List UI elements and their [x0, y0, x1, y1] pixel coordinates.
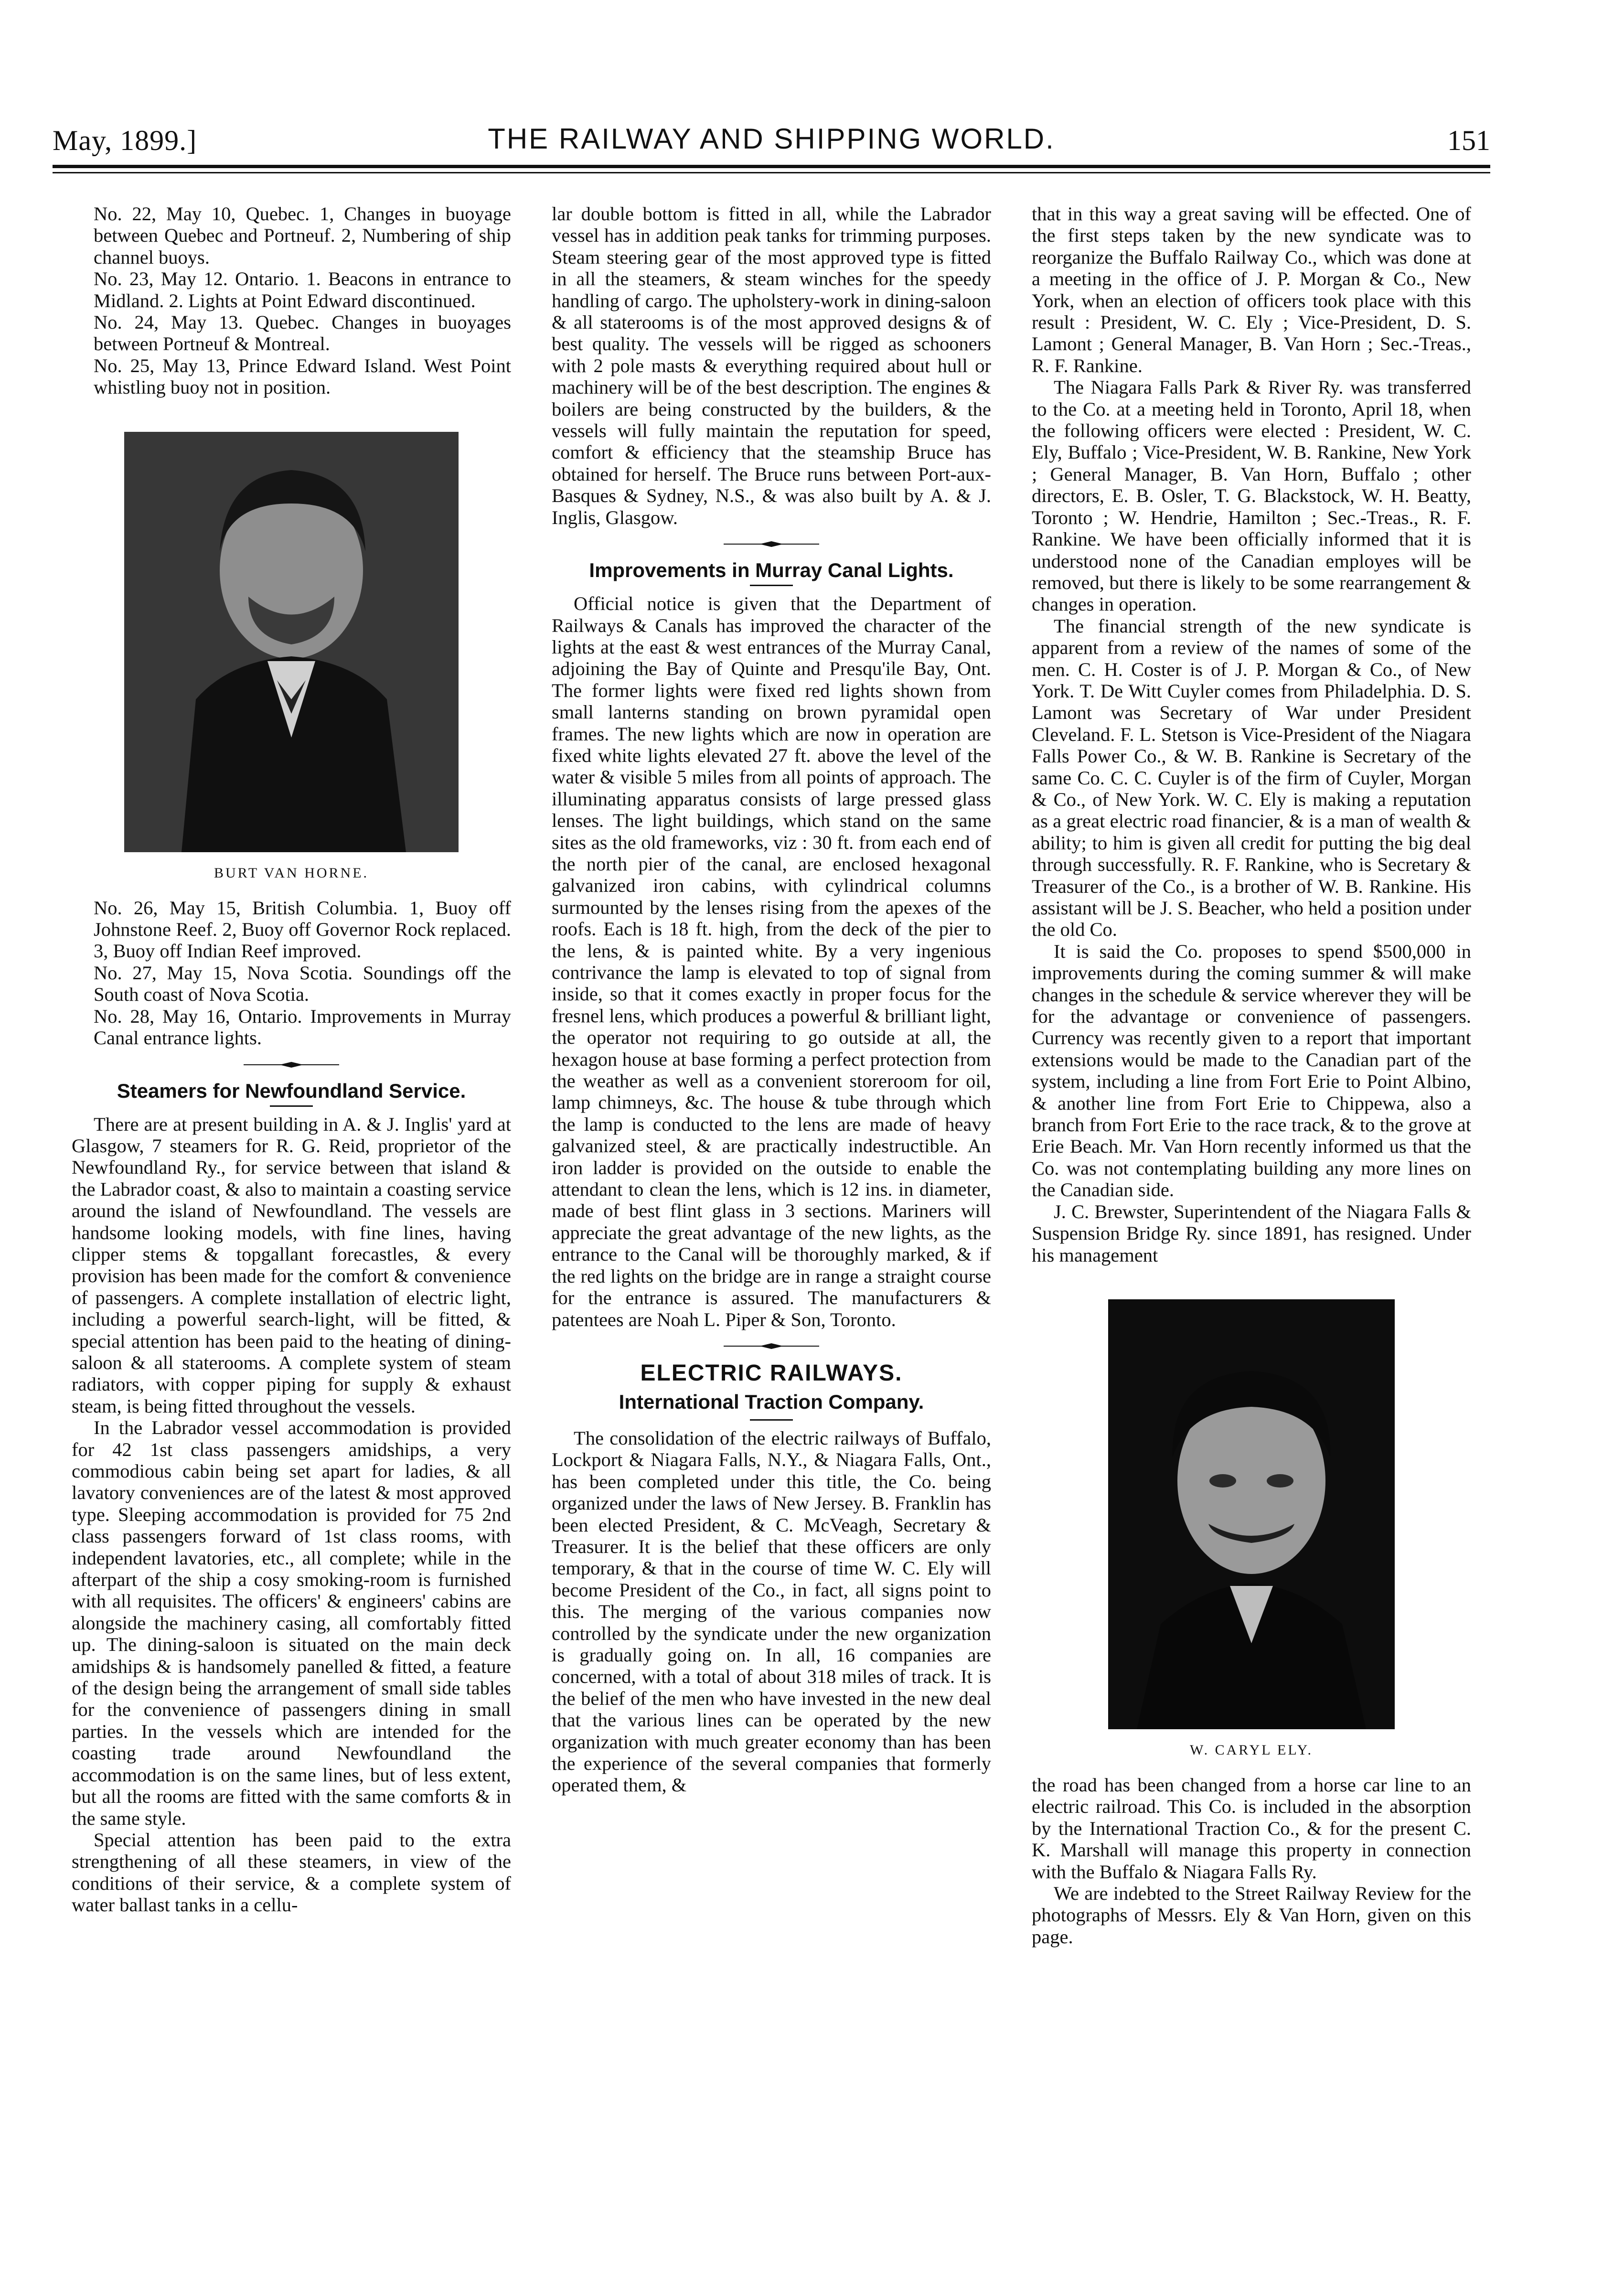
page-header	[53, 119, 1490, 162]
header-rule-thin	[53, 172, 1490, 173]
headline-rule	[270, 1105, 313, 1107]
section-divider	[552, 541, 991, 547]
photo-caption: BURT VAN HORNE.	[214, 865, 369, 881]
portrait-w-caryl-ely	[1108, 1299, 1395, 1729]
body-paragraph: In the Labrador vessel accommodation is provided for 42 1st class passengers amidships, a very commodious cabin being set apart for ladies, & all lavatory conveniences are of the latest & most approved type. Sleeping accommodation is provided for 75 2nd class passengers forward of 1st class rooms, with independent lavatories, etc., all complete; while in the afterpart of the ship a cosy smoking-room is furnished with all requisites. The officers' & engineers' cabins are alongside the machinery casing, all comfortably fitted up. The dining-saloon is situated on the main deck amidships & is handsomely panelled & fitted, a feature of the design being the arrangement of small side tables for the convenience of passengers dining in small parties. In the vessels which are intended for the coasting trade around Newfoundland the accommodation is on the same lines, but of less extent, but all the rooms are fitted with the same comforts & in the same style.	[72, 1417, 511, 1829]
headline-murray-canal: Improvements in Murray Canal Lights.	[589, 559, 954, 582]
page-number: 151	[1447, 125, 1490, 156]
body-paragraph: We are indebted to the Street Railway Review for the photographs of Messrs. Ely & Van Horn, given on this page.	[1032, 1882, 1471, 1948]
section-divider	[72, 1061, 511, 1068]
body-paragraph: lar double bottom is fitted in all, while the Labrador vessel has in addition peak tanks for trimming purposes. Steam steering gear of the most approved type is fitted in all the steamers, & steam winches for the speedy handling of cargo. The upholstery-work in dining-saloon & all staterooms is of the most approved designs & of best quality. The vessels will be rigged as schooners with 2 pole masts & everything required about hull or machinery will be of the best description. The engines & boilers are being constructed by the builders, & the vessels will fully maintain the reputation for speed, comfort & efficiency that the steamship Bruce has obtained for herself. The Bruce runs between Port-aux-Basques & Sydney, N.S., & was also built by A. & J. Inglis, Glasgow.	[552, 203, 991, 528]
body-paragraph: The Niagara Falls Park & River Ry. was transferred to the Co. at a meeting held in Toronto, April 18, when the following officers were elected : President, W. C. Ely, Buffalo ; Vice-President, W. B. Rankine, New York ; General Manager, B. Van Horn, Buffalo ; other directors, E. B. Osler, T. G. Blackstock, W. H. Beatty, Toronto ; W. Hendrie, Hamilton ; Sec.-Treas., R. F. Rankine. We have been officially informed that it is understood none of the Canadian employes will be removed, but there is likely to be some rearrangement & changes in operation.	[1032, 376, 1471, 615]
body-paragraph: The financial strength of the new syndicate is apparent from a review of the names of some of the men. C. H. Coster is of J. P. Morgan & Co., of New York. T. De Witt Cuyler comes from Philadelphia. D. S. Lamont was Secretary of War under President Cleveland. F. L. Stetson is Vice-President of the Niagara Falls Power Co., & W. B. Rankine is Secretary of the same Co. C. C. Cuyler is of the firm of Cuyler, Morgan & Co., of New York. W. C. Ely is making a reputation as a great electric road financier, & is a man of wealth & ability; to him is given all credit for putting the big deal through successfully. R. F. Rankine, who is Secretary & Treasurer of the Co., is a brother of W. B. Rankine. His assistant will be J. S. Beacher, who held a position under the old Co.	[1032, 615, 1471, 941]
headline-rule	[750, 585, 793, 586]
body-paragraph: that in this way a great saving will be effected. One of the first steps taken by the new syndicate was to reorganize the Buffalo Railway Co., which was done at a meeting in the office of J. P. Morgan & Co., New York, when an election of officers took place with this result : President, W. C. Ely ; Vice-President, D. S. Lamont ; General Manager, B. Van Horn ; Sec.-Treas., R. F. Rankine.	[1032, 203, 1471, 376]
portrait-ely-image	[1108, 1299, 1395, 1729]
portrait-burt-van-horne	[124, 432, 459, 852]
notice-item: No. 26, May 15, British Columbia. 1, Buoy off Johnstone Reef. 2, Buoy off Governor Rock replaced. 3, Buoy off Indian Reef improved.	[94, 897, 511, 962]
column-1	[72, 203, 511, 2248]
body-paragraph: There are at present building in A. & J. Inglis' yard at Glasgow, 7 steamers for R. G. Reid, proprietor of the Newfoundland Ry., for service between that island & the Labrador coast, & also to maintain a coasting service around the island of Newfoundland. The vessels are handsome looking models, with fine lines, having clipper stems & topgallant forecastles, & every provision has been made for the comfort & convenience of passengers. A complete installation of electric light, including a powerful search-light, will be fitted, & special attention has been paid to the heating of dining-saloon & all staterooms. A complete system of steam radiators, with copper piping for supply & exhaust steam, is being fitted throughout the vessels.	[72, 1113, 511, 1417]
section-divider	[552, 1343, 991, 1349]
headline-rule	[750, 1419, 793, 1421]
publication-title: THE RAILWAY AND SHIPPING WORLD.	[488, 123, 1055, 155]
body-paragraph: It is said the Co. proposes to spend $500,000 in improvements during the coming summer & will make changes in the schedule & service wherever they will be for the advantage or convenience of passengers. Currency was recently given to a report that important extensions would be made to the Canadian part of the system, including a line from Fort Erie to Point Albino, & another line from Fort Erie to Chippewa, also a branch from Fort Erie to the race track, & to the grove at Erie Beach. Mr. Van Horn recently informed us that the Co. was not contemplating building any more lines on the Canadian side.	[1032, 940, 1471, 1201]
body-paragraph: Official notice is given that the Department of Railways & Canals has improved the character of the lights at the east & west entrances of the Murray Canal, adjoining the Bay of Quinte and Presqu'ile Bay, Ont. The former lights were fixed red lights shown from small lanterns standing on brown pyramidal open frames. The new lights which are now in operation are fixed white lights elevated 27 ft. above the level of the water & visible 5 miles from all points of approach. The illuminating apparatus consists of large pressed glass lenses. The light buildings, which stand on the same sites as the old frameworks, viz : 30 ft. from each end of the north pier of the canal, are enclosed hexagonal galvanized iron cabins, with cylindrical columns surmounted by the lenses rising from the apexes of the roofs. Each is 18 ft. high, from the deck of the pier to the lens, & is painted white. By a very ingenious contrivance the lamp is elevated to top of signal from inside, so that it comes exactly in proper focus for the fresnel lens, which produces a powerful & brilliant light, the operator not requiring to go outside at all, the hexagon house at base forming a perfect protection from the weather as well as a convenient storeroom for oil, lamp chimneys, &c. The house & tube through which the lamp is conducted to the lens are made of heavy galvanized steel, & are practically indestructible. An iron ladder is provided on the outside to enable the attendant to clean the lens, which is 12 ins. in diameter, made of best flint glass in 3 sections. Mariners will appreciate the great advantage of the new lights, as the entrance to the Canal will be thoroughly marked, & if the red lights on the bridge are in range a straight course for the entrance is assured. The manufacturers & patentees are Noah L. Piper & Son, Toronto.	[552, 593, 991, 1330]
headline-steamers: Steamers for Newfoundland Service.	[117, 1079, 466, 1102]
notice-item: No. 23, May 12. Ontario. 1. Beacons in entrance to Midland. 2. Lights at Point Edward discontinued.	[94, 268, 511, 311]
notice-item: No. 24, May 13. Quebec. Changes in buoyages between Portneuf & Montreal.	[94, 311, 511, 355]
body-paragraph: Special attention has been paid to the extra strengthening of all these steamers, in view of the conditions of their service, & a complete system of water ballast tanks in a cellu-	[72, 1829, 511, 1916]
column-2	[552, 203, 991, 2248]
notice-item: No. 28, May 16, Ontario. Improvements in Murray Canal entrance lights.	[94, 1005, 511, 1049]
header-rule-thick	[53, 165, 1490, 168]
headline-international-traction: International Traction Company.	[619, 1390, 924, 1413]
column-3	[1032, 203, 1471, 2248]
body-paragraph: The consolidation of the electric railways of Buffalo, Lockport & Niagara Falls, N.Y., & Niagara Falls, Ont., has been completed under this title, the Co. being organized under the laws of New Jersey. B. Franklin has been elected President, & C. McVeagh, Secretary & Treasurer. It is the belief that these officers are only temporary, & that in the course of time W. C. Ely will become President of the Co., in fact, all signs point to this. The merging of the various companies now controlled by the syndicate under the new organization is gradually going on. In all, 16 companies are concerned, with a total of about 318 miles of track. It is the belief of the men who have invested in the new deal that the various lines can be operated by the new organization with much greater economy than has been the experience of the several companies that formerly operated them, &	[552, 1427, 991, 1796]
body-paragraph: J. C. Brewster, Superintendent of the Niagara Falls & Suspension Bridge Ry. since 1891, has resigned. Under his management	[1032, 1200, 1471, 1266]
notice-item: No. 27, May 15, Nova Scotia. Soundings off the South coast of Nova Scotia.	[94, 962, 511, 1006]
photo-caption: W. CARYL ELY.	[1190, 1742, 1313, 1758]
section-title-electric-railways: ELECTRIC RAILWAYS.	[640, 1360, 903, 1386]
issue-date: May, 1899.]	[53, 125, 197, 156]
notice-item: No. 25, May 13, Prince Edward Island. West Point whistling buoy not in position.	[94, 354, 511, 398]
body-paragraph: the road has been changed from a horse car line to an electric railroad. This Co. is included in the absorption by the International Traction Co., & for the present C. K. Marshall will manage this property in connection with the Buffalo & Niagara Falls Ry.	[1032, 1774, 1471, 1883]
portrait-van-horne-image	[124, 432, 459, 852]
notice-item: No. 22, May 10, Quebec. 1, Changes in buoyage between Quebec and Portneuf. 2, Numbering of ship channel buoys.	[94, 203, 511, 268]
